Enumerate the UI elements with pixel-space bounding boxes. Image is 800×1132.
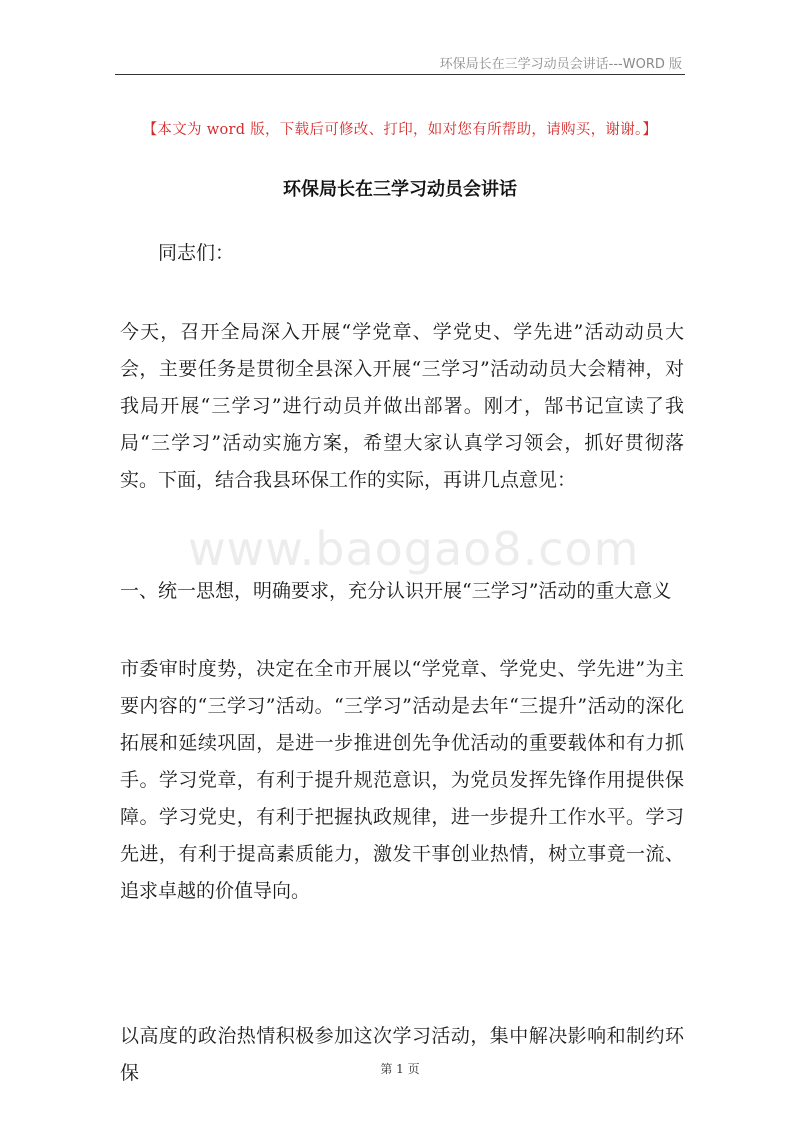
- section-heading-1: 一、统一思想，明确要求，充分认识开展“三学习”活动的重大意义: [120, 580, 672, 602]
- purchase-notice: 【本文为 word 版，下载后可修改、打印，如对您有所帮助，请购买，谢谢。】: [142, 122, 658, 138]
- watermark: www.baogao8.com: [188, 522, 640, 576]
- page-number: 第 1 页: [380, 1062, 420, 1076]
- paragraph-2: 市委审时度势，决定在全市开展以“学党章、学党史、学先进”为主要内容的“三学习”活动。“三学习”活动是去年“三提升”活动的深化拓展和延续巩固，是进一步推进创先争优活动的重要载体和有力抓手。学习党章，有利于提升规范意识，为党员发挥先锋作用提供保障。学习党史，有利于把握执政规律，进一步提升工作水平。学习先进，有利于提高素质能力，激发干事创业热情，树立事竟一流、追求卓越的价值导向。: [120, 658, 684, 902]
- header-divider: [115, 74, 685, 75]
- document-title: 环保局长在三学习动员会讲话: [283, 179, 517, 200]
- paragraph-1: 今天，召开全局深入开展“学党章、学党史、学先进”活动动员大会，主要任务是贯彻全县深入开展“三学习”活动动员大会精神，对我局开展“三学习”进行动员并做出部署。刚才，郜书记宣读了我局“三学习”活动实施方案，希望大家认真学习领会，抓好贯彻落实。下面，结合我县环保工作的实际，再讲几点意见：: [120, 321, 684, 491]
- paragraph-3: 以高度的政治热情积极参加这次学习活动，集中解决影响和制约环保: [120, 1025, 684, 1084]
- salutation: 同志们：: [158, 242, 235, 264]
- running-header: 环保局长在三学习动员会讲话---WORD 版: [439, 57, 682, 72]
